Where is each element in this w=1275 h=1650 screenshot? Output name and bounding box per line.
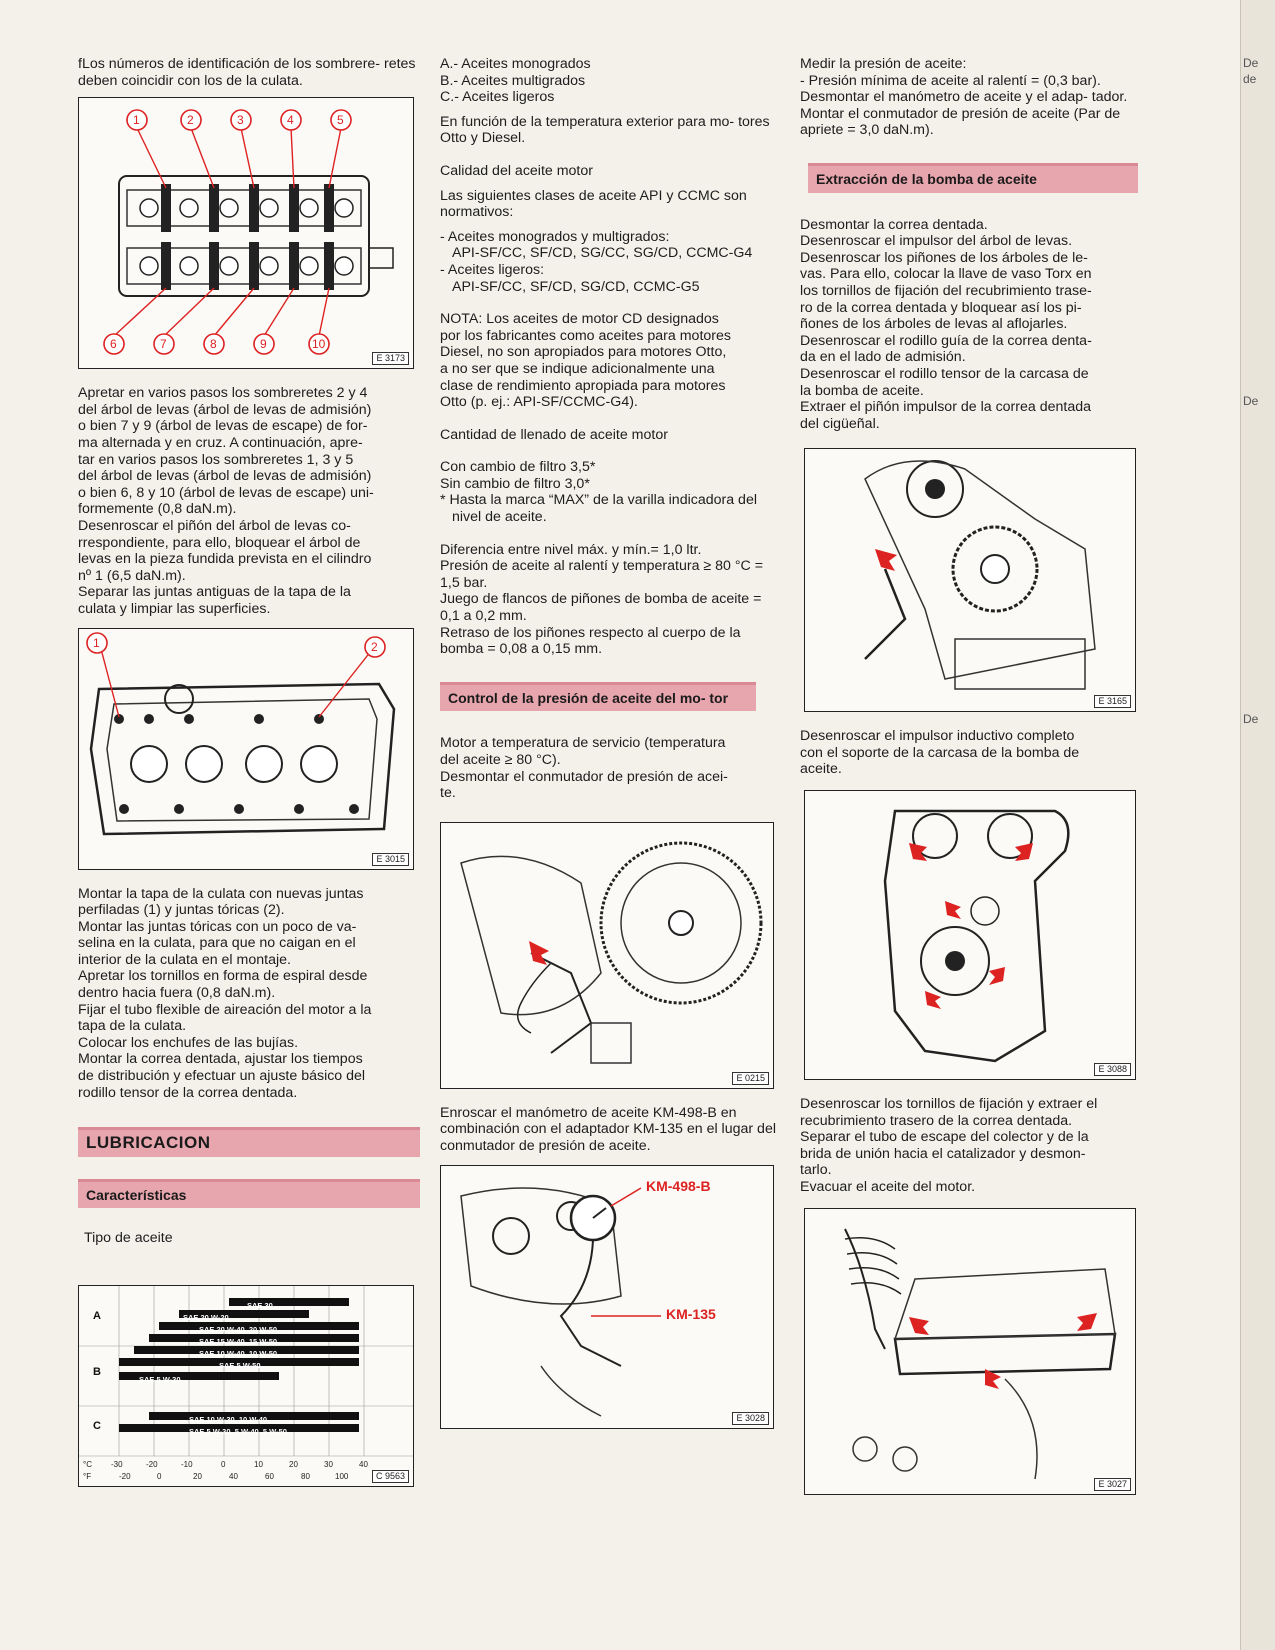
- section-lubricacion: LUBRICACION: [78, 1127, 420, 1157]
- paragraph-cover-mount: Montar la tapa de la culata con nuevas juntas perfiladas (1) y juntas tóricas (2). Montar las juntas tóricas con un poco de va- selina en la culata, para que no caigan en el interior de la culata en el montaje. Apretar los tornillos en forma de espiral desde dentro hacia fuera (0,8 daN.m). Fijar el tubo flexible de aireación del motor a la tapa de la culata. Colocar los enchufes de las bujías. Montar la correa dentada, ajustar los tiempos de distribución y efectuar un ajuste básico del rodillo tensor de la correa dentada.: [78, 885, 372, 1101]
- tick-c: 0: [221, 1460, 226, 1469]
- edge-text: de: [1243, 72, 1257, 86]
- label-km-498-b: KM-498-B: [646, 1177, 711, 1194]
- section-extraccion-bomba: Extracción de la bomba de aceite: [808, 163, 1138, 193]
- group-b: B: [93, 1366, 101, 1378]
- oil-grade-chart: [78, 1285, 414, 1487]
- tick-c: -30: [111, 1460, 123, 1469]
- list2-title: - Aceites ligeros:: [440, 261, 545, 278]
- grade-label: SAE 20 W-40, 20 W-50: [199, 1325, 278, 1334]
- oil-type-b: B.- Aceites multigrados: [440, 72, 586, 89]
- callout-10: 10: [312, 337, 326, 352]
- medir-desmontar: Desmontar el manómetro de aceite y el adap- tador.: [800, 89, 1128, 106]
- grade-label: SAE 15 W-40, 15 W-50: [199, 1337, 278, 1346]
- grade-label: SAE 20 W-20: [183, 1313, 229, 1322]
- tick-c: 40: [359, 1460, 368, 1469]
- tick-f: 100: [335, 1472, 349, 1481]
- con-cambio: Con cambio de filtro 3,5*: [440, 459, 596, 476]
- control-text: Motor a temperatura de servicio (temperatura del aceite ≥ 80 °C). Desmontar el conmutador de presión de acei- te.: [440, 735, 728, 802]
- nota-paragraph: NOTA: Los aceites de motor CD designados por los fabricantes como aceites para motores Diesel, no son apropiados para motores Otto, a no ser que se indique adicionalmente una clase de rendimiento apropiada para motores Otto (p. ej.: API-SF/CCMC-G4).: [440, 311, 731, 411]
- callout-2: 2: [371, 639, 378, 654]
- figure-pump-gear: [804, 448, 1136, 712]
- callout-4: 4: [287, 113, 294, 128]
- calidad-title: Calidad del aceite motor: [440, 162, 593, 179]
- tornillos-text: Desenroscar los tornillos de fijación y extraer el recubrimiento trasero de la correa dentada. Separar el tubo de escape del colector y de la brida de unión hacia el catalizador y desmon- tarlo. Evacuar el aceite del motor.: [800, 1096, 1098, 1196]
- enroscar-text: Enroscar el manómetro de aceite KM-498-B en combinación con el adaptador KM-135 en el lugar del conmutador de presión de aceite.: [440, 1104, 776, 1154]
- tick-c: 20: [289, 1460, 298, 1469]
- tick-c: 10: [254, 1460, 263, 1469]
- intro-text: fLos números de identificación de los sombrere- retes deben coincidir con los de la culata.: [78, 56, 416, 89]
- figure-pressure-switch: [440, 822, 774, 1089]
- figure-code: E 3015: [372, 853, 409, 866]
- tick-c: -10: [181, 1460, 193, 1469]
- figure-code: E 3027: [1094, 1478, 1131, 1491]
- column-2: [440, 56, 782, 1429]
- grade-label: SAE 5 W-30: [139, 1375, 181, 1384]
- callout-8: 8: [210, 337, 217, 352]
- callout-9: 9: [260, 337, 267, 352]
- tick-f: 60: [265, 1472, 274, 1481]
- callout-3: 3: [237, 113, 244, 128]
- figure-code: C 9563: [372, 1470, 409, 1483]
- callout-1: 1: [93, 635, 100, 650]
- section-control-presion: Control de la presión de aceite del mo- tor: [440, 682, 756, 712]
- figure-pump-housing: [804, 790, 1136, 1080]
- figure-oil-pan: [804, 1208, 1136, 1495]
- sin-cambio: Sin cambio de filtro 3,0*: [440, 475, 590, 492]
- figure-camshaft-caps: [78, 97, 414, 369]
- callout-6: 6: [110, 337, 117, 352]
- callout-1: 1: [133, 113, 140, 128]
- column-1: [78, 56, 420, 1487]
- cantidad-title: Cantidad de llenado de aceite motor: [440, 426, 668, 443]
- figure-code: E 3165: [1094, 695, 1131, 708]
- tick-f: 80: [301, 1472, 310, 1481]
- section-caracteristicas: Características: [78, 1179, 420, 1209]
- figure-valve-cover: [78, 628, 414, 870]
- figure-manometer: [440, 1165, 774, 1429]
- calidad-text: Las siguientes clases de aceite API y CCMC son normativos:: [440, 187, 747, 221]
- impulsor-text: Desenroscar el impulsor inductivo completo con el soporte de la carcasa de la bomba de aceite.: [800, 728, 1080, 778]
- tick-f: -20: [119, 1472, 131, 1481]
- tipo-aceite-label: Tipo de aceite: [84, 1230, 173, 1247]
- callout-7: 7: [160, 337, 167, 352]
- spec-juego: Juego de flancos de piñones de bomba de aceite = 0,1 a 0,2 mm.: [440, 591, 762, 625]
- medir-min: - Presión mínima de aceite al ralentí = (0,3 bar).: [800, 72, 1101, 89]
- tick-f: 20: [193, 1472, 202, 1481]
- paragraph-tightening: Apretar en varios pasos los sombreretes 2 y 4 del árbol de levas (árbol de levas de admisión) o bien 7 y 9 (árbol de levas de escape) de for- ma alternada y en cruz. A continuación, apre- tar en varios pasos los sombreretes 1, 3 y 5 del árbol de levas (árbol de levas de admisión) o bien 6, 8 y 10 (árbol de levas de escape) uni- formemente (0,8 daN.m). Desenroscar el piñón del árbol de levas co- rrespondiente, para ello, bloquear el árbol de levas en la pieza fundida prevista en el cilindro nº 1 (6,5 daN.m). Separar las juntas antiguas de la tapa de la culata y limpiar las superficies.: [78, 385, 374, 617]
- label-km-135: KM-135: [666, 1305, 716, 1322]
- tick-f: 0: [157, 1472, 162, 1481]
- group-c: C: [93, 1420, 101, 1432]
- grade-label: SAE 10 W-40, 10 W-50: [199, 1349, 278, 1358]
- adjacent-page-edge: [1240, 0, 1275, 1650]
- figure-code: E 3173: [372, 352, 409, 365]
- tick-f: 40: [229, 1472, 238, 1481]
- grade-label: SAE 10 W-30, 10 W-40: [189, 1415, 268, 1424]
- fahrenheit-label: °F: [83, 1472, 92, 1481]
- spec-diferencia: Diferencia entre nivel máx. y mín.= 1,0 ltr.: [440, 541, 702, 558]
- oil-type-a: A.- Aceites monogrados: [440, 56, 591, 72]
- tick-c: -20: [146, 1460, 158, 1469]
- figure-code: E 0215: [732, 1072, 769, 1085]
- extraccion-text: Desmontar la correa dentada. Desenroscar el impulsor del árbol de levas. Desenroscar los piñones de los árboles de le- vas. Para ello, colocar la llave de vaso Torx en los tornillos de fijación del recubrimiento trase- ro de la correa dentada y bloquear así los pi- ñones de los árboles de levas al aflojarles. Desenroscar el rodillo guía de la correa denta- da en el lado de admisión. Desenroscar el rodillo tensor de la carcasa de la bomba de aceite. Extraer el piñón impulsor de la correa dentada del cigüeñal.: [800, 216, 1092, 432]
- spec-presion: Presión de aceite al ralentí y temperatura ≥ 80 °C = 1,5 bar.: [440, 558, 763, 591]
- edge-text: De: [1243, 712, 1259, 726]
- figure-code: E 3088: [1094, 1063, 1131, 1076]
- edge-text: De: [1243, 394, 1259, 408]
- column-3: [800, 56, 1140, 1495]
- edge-text: De: [1243, 56, 1259, 70]
- grade-label: SAE 30: [247, 1301, 273, 1310]
- list1-value: API-SF/CC, SF/CD, SG/CC, SG/CD, CCMC-G4: [452, 245, 753, 262]
- tick-c: 30: [324, 1460, 333, 1469]
- grade-label: SAE 5 W-50: [219, 1361, 261, 1370]
- list1-title: - Aceites monogrados y multigrados:: [440, 228, 670, 245]
- oil-type-c: C.- Aceites ligeros: [440, 89, 555, 106]
- medir-montar: Montar el conmutador de presión de aceite (Par de apriete = 3,0 daN.m).: [800, 105, 1121, 139]
- figure-code: E 3028: [732, 1412, 769, 1425]
- callout-2: 2: [187, 113, 194, 128]
- spec-retraso: Retraso de los piñones respecto al cuerpo de la bomba = 0,08 a 0,15 mm.: [440, 624, 741, 658]
- list2-value: API-SF/CC, SF/CD, SG/CD, CCMC-G5: [452, 278, 700, 295]
- group-a: A: [93, 1310, 101, 1322]
- callout-5: 5: [337, 113, 344, 128]
- grade-label: SAE 5 W-30, 5 W-40, 5 W-50: [189, 1427, 287, 1436]
- celsius-label: °C: [83, 1460, 92, 1469]
- asterisk-note: * Hasta la marca “MAX” de la varilla indicadora del nivel de aceite.: [440, 492, 757, 526]
- medir-title: Medir la presión de aceite:: [800, 56, 967, 72]
- temp-text: En función de la temperatura exterior para mo- tores Otto y Diesel.: [440, 113, 770, 147]
